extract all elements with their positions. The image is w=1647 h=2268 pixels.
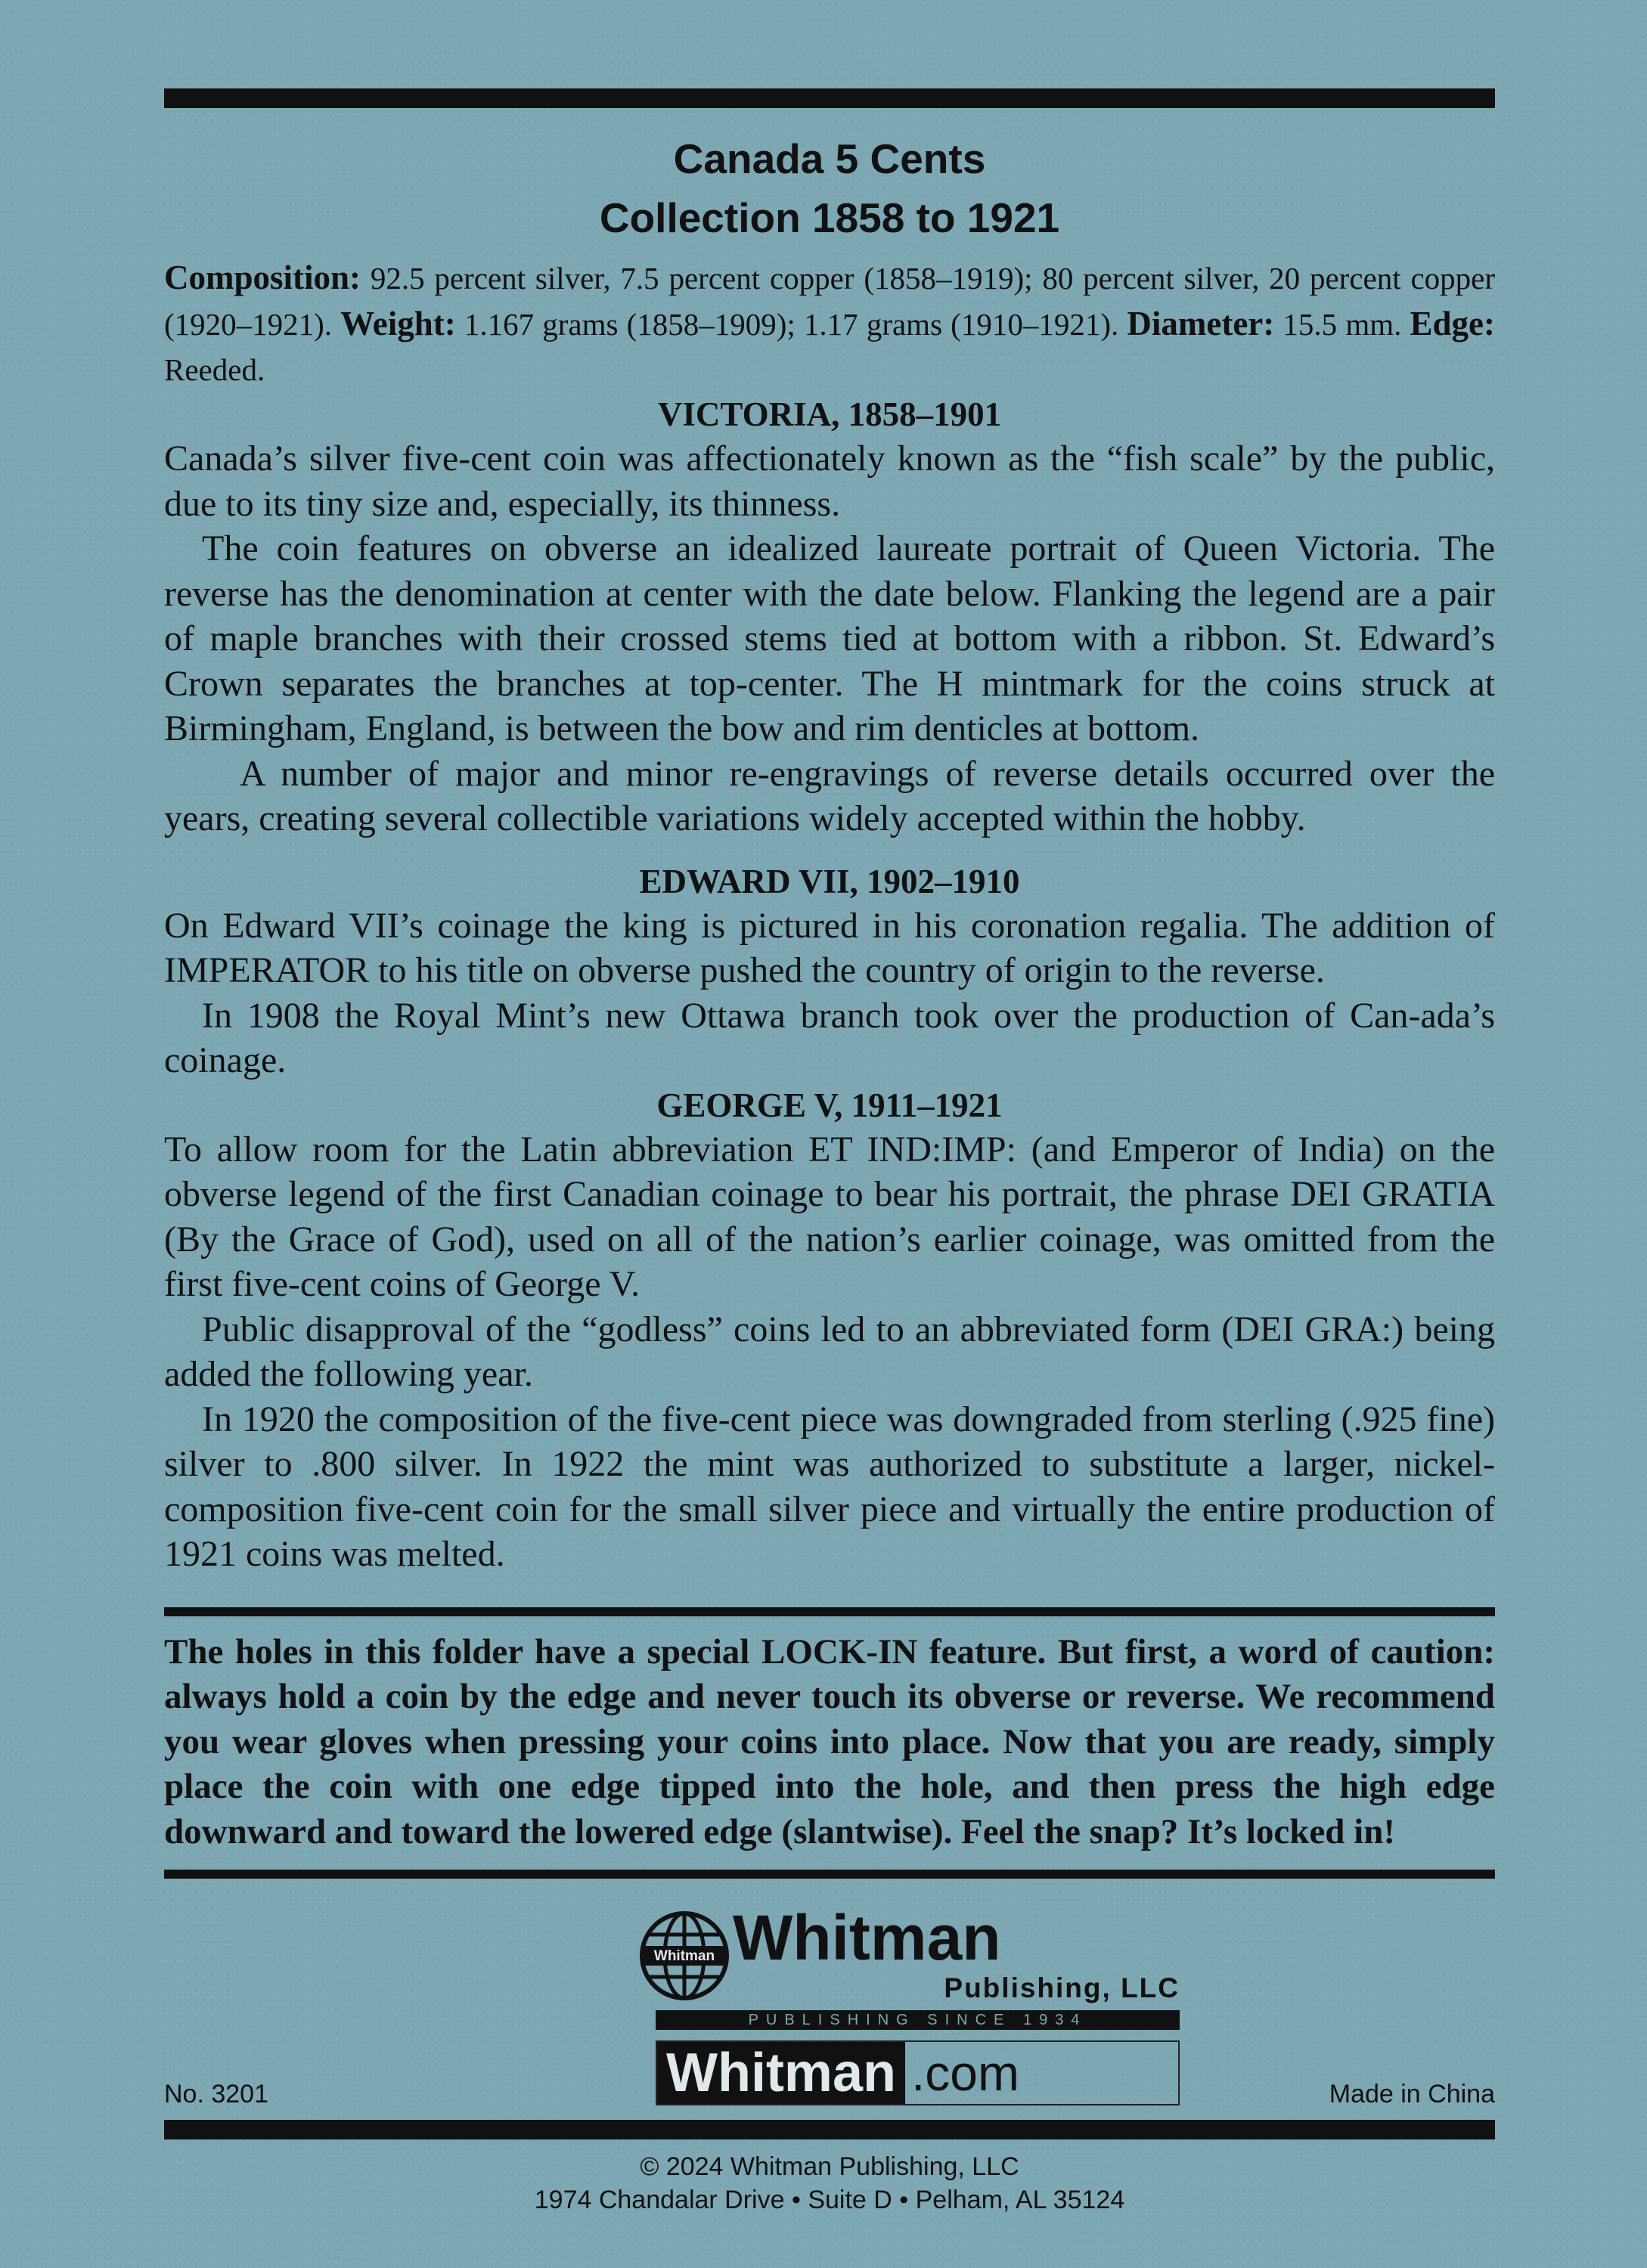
- item-number: No. 3201: [164, 2080, 268, 2108]
- diameter-text: 15.5 mm.: [1274, 307, 1410, 342]
- paragraph: The coin features on obverse an idealized laureate portrait of Queen Victoria. The reverse has the denomination at center with the date below. Flanking the legend are a pair of maple branches with their crossed stems tied at bottom with a ribbon. St. Edward’s Crown separates the branches at top-center. The H mintmark for the coins struck at Birmingham, England, is between the bow and rim denticles at bottom.: [164, 528, 1495, 748]
- divider-rule: [164, 1870, 1495, 1879]
- website-logo: [656, 2040, 1180, 2105]
- lock-in-notice: The holes in this folder have a special LOCK-IN feature. But first, a word of caution: always hold a coin by the edge and never touch its obverse or reverse. We recommend you wear gloves when pressing your coins into place. Now that you are ready, simply place the coin with one edge tipped into the hole, and then press the high edge downward and toward the lowered edge (slantwise). Feel the snap? It’s locked in!: [164, 1631, 1495, 1851]
- paragraph: To allow room for the Latin abbreviation ET IND:IMP: (and Emperor of India) on the obverse legend of the first Canadian coinage to bear his portrait, the phrase DEI GRATIA (By the Grace of God), used on all of the nation’s earlier coinage, was omitted from the first five-cent coins of George V.: [164, 1129, 1495, 1304]
- bottom-rule: [164, 2120, 1495, 2139]
- page-title: [164, 129, 1495, 247]
- section-heading: VICTORIA, 1858–1901: [657, 395, 1002, 433]
- publisher-logo-area: [164, 1889, 1495, 2112]
- weight-label: Weight:: [340, 305, 456, 342]
- folder-back-page: [164, 88, 1495, 2217]
- title-line-2: Collection 1858 to 1921: [599, 194, 1060, 241]
- footer: [164, 2150, 1495, 2217]
- brand-publishing: Publishing, LLC: [944, 1972, 1180, 2003]
- globe-icon: [639, 1910, 730, 2001]
- website-tld: .com: [910, 2045, 1019, 2101]
- brand-name: Whitman: [733, 1902, 1001, 1973]
- section-heading: EDWARD VII, 1902–1910: [639, 862, 1020, 900]
- paragraph: Canada’s silver five-cent coin was affectionately known as the “fish scale” by the public, due to its tiny size and, especially, its thinness.: [164, 438, 1495, 524]
- divider-rule: [164, 1607, 1495, 1616]
- section-heading: GEORGE V, 1911–1921: [656, 1086, 1003, 1124]
- brand-since-bar: PUBLISHING SINCE 1934: [656, 2010, 1180, 2030]
- top-rule: [164, 88, 1495, 108]
- country-of-manufacture: Made in China: [1329, 2080, 1495, 2108]
- paragraph: In 1920 the composition of the five-cent piece was downgraded from sterling (.925 fine) silver to .800 silver. In 1922 the mint was authorized to substitute a larger, nickel-composition five-cent coin for the small silver piece and virtually the entire production of 1921 coins was melted.: [164, 1399, 1495, 1574]
- weight-text: 1.167 grams (1858–1909); 1.17 grams (1910–1921).: [455, 307, 1119, 342]
- diameter-label: Diameter:: [1127, 305, 1275, 342]
- paragraph: Public disapproval of the “godless” coins led to an abbreviated form (DEI GRA:) being added the following year.: [164, 1309, 1495, 1394]
- edge-text: Reeded.: [164, 352, 265, 387]
- paragraph: In 1908 the Royal Mint’s new Ottawa branch took over the production of Can-ada’s coinage.: [164, 995, 1495, 1080]
- title-line-1: Canada 5 Cents: [673, 135, 986, 182]
- composition-text: 92.5 percent silver, 7.5 percent copper (1858–1919); 80 percent silver, 20 percent copper (1920–1921).: [164, 261, 1495, 342]
- composition-label: Composition:: [164, 259, 361, 296]
- edge-label: Edge:: [1410, 305, 1495, 342]
- website-name: Whitman: [657, 2042, 905, 2104]
- paragraph: On Edward VII’s coinage the king is pictured in his coronation regalia. The addition of IMPERATOR to his title on obverse pushed the country of origin to the reverse.: [164, 905, 1495, 990]
- specifications: [164, 255, 1495, 392]
- section-victoria: [164, 392, 1495, 841]
- paragraph: A number of major and minor re-engravings of reverse details occurred over the years, creating several collectible variations widely accepted within the hobby.: [164, 753, 1495, 838]
- section-edward: [164, 860, 1495, 1083]
- section-george: [164, 1083, 1495, 1577]
- svg-text:Whitman: Whitman: [653, 1948, 715, 1964]
- address: 1974 Chandalar Drive • Suite D • Pelham, AL 35124: [534, 2186, 1125, 2214]
- copyright: © 2024 Whitman Publishing, LLC: [640, 2152, 1019, 2181]
